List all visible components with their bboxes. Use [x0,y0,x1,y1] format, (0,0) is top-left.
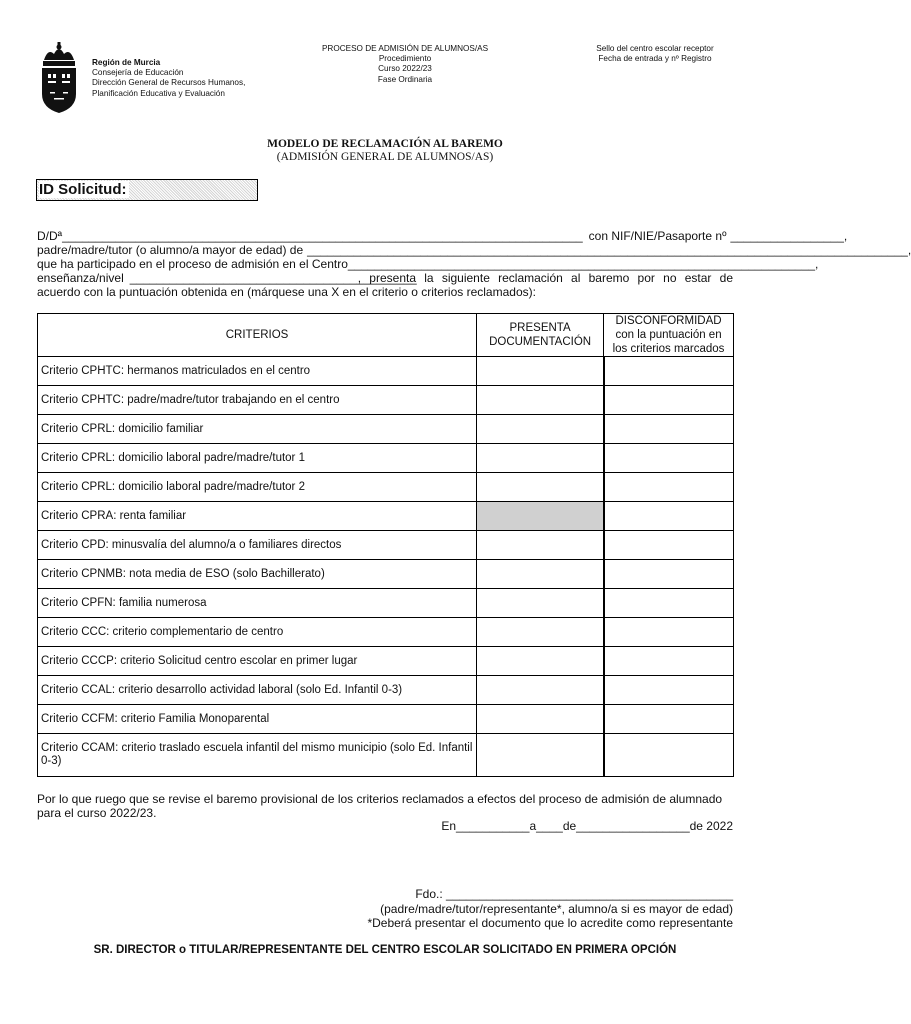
centre-field[interactable]: ______________________________________________________________________ [347,257,816,271]
documentation-checkbox[interactable] [477,357,604,386]
org-line: Planificación Educativa y Evaluación [92,88,225,98]
criteria-label: Criterio CPD: minusvalía del alumno/a o familiares directos [38,531,477,560]
documentation-checkbox[interactable] [477,444,604,473]
criteria-row [38,502,734,531]
org-name: Región de Murcia [92,58,161,67]
disagreement-checkbox[interactable] [604,676,734,705]
document-subtitle: (ADMISIÓN GENERAL DE ALUMNOS/AS) [276,151,494,163]
documentation-checkbox[interactable] [477,676,604,705]
criteria-row [38,415,734,444]
id-solicitud-field[interactable] [36,179,258,201]
criteria-table [37,313,734,777]
header-disc-line: DISCONFORMIDAD [615,315,722,327]
documentation-checkbox[interactable] [477,415,604,444]
table-header-row [38,314,734,357]
stamp-line: Fecha de entrada y nº Registro [598,54,712,64]
instruction-line: acuerdo con la puntuación obtenida en (márquese una X en el criterio o criterios reclamados): [37,285,536,299]
applicant-name-line [37,229,848,243]
criteria-label: Criterio CPHTC: hermanos matriculados en el centro [38,357,477,386]
documentation-checkbox[interactable] [477,560,604,589]
criteria-label: Criterio CCFM: criterio Familia Monoparental [38,705,477,734]
org-line: Consejería de Educación [92,68,184,78]
disagreement-checkbox[interactable] [604,589,734,618]
documentation-checkbox[interactable] [477,589,604,618]
label-level: enseñanza/nivel [37,271,124,285]
closing-paragraph: Por lo que ruego que se revise el baremo provisional de los criterios reclamados a efectos del proceso de admisión de alumnado para el curso 2022/23. [37,792,723,820]
label-claim: , presenta la siguiente reclamación al baremo por no estar de [357,271,733,285]
documentation-checkbox[interactable] [477,618,604,647]
documentation-checkbox[interactable] [477,386,604,415]
disagreement-checkbox[interactable] [604,415,734,444]
criteria-label: Criterio CPRA: renta familiar [38,502,477,531]
criteria-label: Criterio CPHTC: padre/madre/tutor trabajando en el centro [38,386,477,415]
criteria-label: Criterio CPNMB: nota media de ESO (solo Bachillerato) [38,560,477,589]
header-presenta [477,314,604,357]
process-line: PROCESO DE ADMISIÓN DE ALUMNOS/AS [321,44,489,53]
process-line: Procedimiento [378,54,432,64]
student-line: padre/madre/tutor (o alumno/a mayor de edad) de __________________________________________________________________________________________ , [37,243,911,257]
disagreement-checkbox[interactable] [604,647,734,676]
issuing-organization [92,58,245,99]
criteria-label: Criterio CPRL: domicilio laboral padre/madre/tutor 2 [38,473,477,502]
criteria-row [38,560,734,589]
disagreement-checkbox[interactable] [604,734,734,777]
process-line: Fase Ordinaria [377,74,433,84]
addressee-footer: SR. DIRECTOR o TITULAR/REPRESENTANTE DEL CENTRO ESCOLAR SOLICITADO EN PRIMERA OPCIÓN [93,944,677,956]
header-criterios: CRITERIOS [38,314,477,357]
level-line [37,271,733,285]
header-disc-line: con la puntuación en [615,329,722,341]
disagreement-checkbox[interactable] [604,618,734,647]
documentation-checkbox[interactable] [477,473,604,502]
criteria-row [38,705,734,734]
criteria-label: Criterio CCCP: criterio Solicitud centro escolar en primer lugar [38,647,477,676]
documentation-checkbox[interactable] [477,647,604,676]
criteria-label: Criterio CCAL: criterio desarrollo actividad laboral (solo Ed. Infantil 0-3) [38,676,477,705]
criteria-label: Criterio CCC: criterio complementario de centro [38,618,477,647]
signature-field[interactable]: Fdo.: ___________________________________________ [415,887,733,901]
disagreement-checkbox[interactable] [604,473,734,502]
criteria-label: Criterio CPFN: familia numerosa [38,589,477,618]
label-centre: que ha participado en el proceso de admisión en el Centro [37,257,348,271]
header-disc-line: los criterios marcados [612,343,725,355]
name-field[interactable]: ______________________________________________________________________________ [62,229,583,243]
signature-role: (padre/madre/tutor/representante*, alumno/a si es mayor de edad) [380,902,733,916]
org-line: Dirección General de Recursos Humanos, [92,78,246,88]
criteria-label: Criterio CPRL: domicilio familiar [38,415,477,444]
header-presenta-line: DOCUMENTACIÓN [489,336,592,348]
documentation-checkbox[interactable] [477,531,604,560]
id-solicitud-label: ID Solicitud: [39,181,127,198]
student-field[interactable]: __________________________________________________________________________________________ [307,243,908,257]
label-student: padre/madre/tutor (o alumno/a mayor de edad) de [37,243,304,257]
stamp-area [575,44,735,64]
criteria-row [38,473,734,502]
disagreement-checkbox[interactable] [604,386,734,415]
region-crest-icon [38,42,80,114]
disagreement-checkbox[interactable] [604,560,734,589]
documentation-checkbox[interactable] [477,734,604,777]
document-title: MODELO DE RECLAMACIÓN AL BAREMO [267,138,503,150]
criteria-row [38,589,734,618]
criteria-row [38,647,734,676]
header-presenta-line: PRESENTA [509,322,571,334]
representative-note: *Deberá presentar el documento que lo acredite como representante [367,916,733,930]
disagreement-checkbox[interactable] [604,502,734,531]
date-line[interactable]: En___________a____de_________________de 2022 [441,819,733,833]
disagreement-checkbox[interactable] [604,531,734,560]
criteria-row [38,444,734,473]
nif-field[interactable]: _________________, [730,229,848,243]
criteria-row [38,734,734,777]
criteria-row [38,618,734,647]
disagreement-checkbox[interactable] [604,444,734,473]
disagreement-checkbox[interactable] [604,705,734,734]
label-dd: D/Dª [37,229,63,243]
level-field[interactable]: ___________________________________________ [129,271,417,285]
process-info [300,44,510,85]
documentation-checkbox[interactable] [477,705,604,734]
criteria-row [38,386,734,415]
disagreement-checkbox[interactable] [604,357,734,386]
header-disconformidad [604,314,734,357]
criteria-row [38,357,734,386]
criteria-label: Criterio CPRL: domicilio laboral padre/madre/tutor 1 [38,444,477,473]
centre-line: que ha participado en el proceso de admisión en el Centro ______________________________________________________________________ , [37,257,819,271]
stamp-line: Sello del centro escolar receptor [596,44,714,53]
criteria-label: Criterio CCAM: criterio traslado escuela infantil del mismo municipio (solo Ed. Infantil 0-3) [38,734,477,777]
criteria-row [38,531,734,560]
process-line: Curso 2022/23 [378,64,432,74]
label-nif: con NIF/NIE/Pasaporte nº [588,229,727,243]
documentation-checkbox[interactable] [477,502,604,531]
criteria-row [38,676,734,705]
